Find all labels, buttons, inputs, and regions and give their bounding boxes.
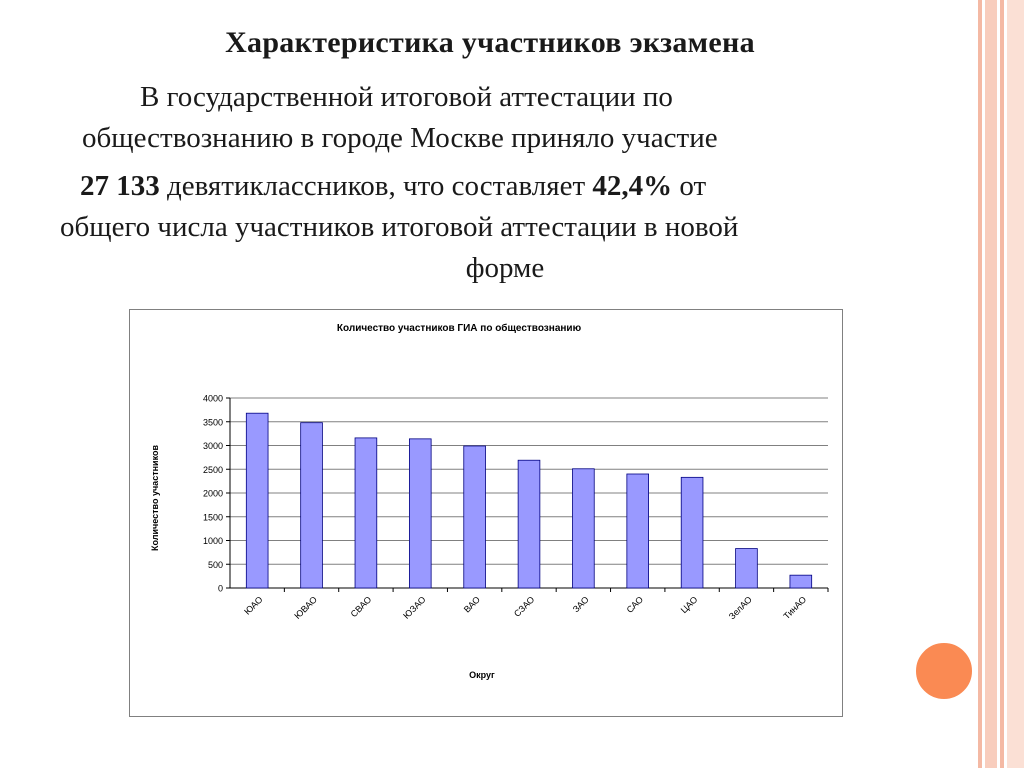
x-tick-label: СВАО xyxy=(348,594,374,620)
y-tick-label: 2500 xyxy=(202,464,223,475)
x-tick-label: ЮАО xyxy=(242,594,265,617)
x-tick-label: ТинАО xyxy=(781,594,809,622)
y-tick-label: 1500 xyxy=(202,512,223,523)
bar-СВАО xyxy=(355,438,377,588)
x-tick-label: ЗАО xyxy=(570,594,591,615)
body-line-4: общего числа участников итоговой аттестации в новой xyxy=(60,211,739,243)
x-tick-label: САО xyxy=(624,594,646,615)
chart-title: Количество участников ГИА по обществознанию xyxy=(336,323,582,334)
x-axis-label: Округ xyxy=(469,670,495,680)
decor-stripe xyxy=(978,0,982,768)
y-tick-label: 3000 xyxy=(202,441,223,451)
x-tick-label: ЗелАО xyxy=(726,594,754,622)
y-tick-label: 3500 xyxy=(202,417,223,428)
x-tick-label: СЗАО xyxy=(511,594,537,619)
bar-САО xyxy=(627,474,649,588)
y-tick-label: 0 xyxy=(217,583,223,594)
decor-stripe xyxy=(985,0,997,768)
body-line-3-end: от xyxy=(672,170,707,202)
bar-ЗелАО xyxy=(736,549,758,588)
bar-ЗАО xyxy=(572,469,594,588)
participant-count: 27 133 xyxy=(80,170,160,202)
bar-ТинАО xyxy=(790,575,812,588)
participants-bar-chart xyxy=(130,310,842,716)
bar-ЮВАО xyxy=(301,423,323,588)
x-tick-label: ВАО xyxy=(461,594,483,615)
body-line-3 xyxy=(80,164,706,208)
decor-circle xyxy=(913,640,975,702)
decor-stripe xyxy=(1000,0,1004,768)
bar-ЦАО xyxy=(681,477,703,588)
y-tick-label: 1000 xyxy=(202,536,223,546)
bar-СЗАО xyxy=(518,460,540,588)
decor-stripe xyxy=(1007,0,1024,768)
y-tick-label: 2000 xyxy=(202,488,223,499)
body-line-2: обществознанию в городе Москве приняло участие xyxy=(82,122,718,154)
body-line-1: В государственной итоговой аттестации по xyxy=(140,81,673,113)
body-line-3-middle: девятиклассников, что составляет xyxy=(159,170,593,202)
x-tick-label: ЮВАО xyxy=(292,594,319,621)
body-line-5: форме xyxy=(465,252,545,284)
x-tick-label: ЦАО xyxy=(678,594,700,616)
x-tick-label: ЮЗАО xyxy=(401,594,428,621)
participant-percent: 42,4% xyxy=(592,170,673,202)
bar-ЮЗАО xyxy=(409,439,431,588)
bar-ВАО xyxy=(464,446,486,588)
bar-ЮАО xyxy=(246,413,268,588)
chart-frame xyxy=(129,309,843,717)
slide-title: Характеристика участников экзамена xyxy=(225,26,755,59)
y-tick-label: 4000 xyxy=(202,393,223,404)
y-tick-label: 500 xyxy=(207,559,223,570)
y-axis-label: Количество участников xyxy=(150,445,160,551)
